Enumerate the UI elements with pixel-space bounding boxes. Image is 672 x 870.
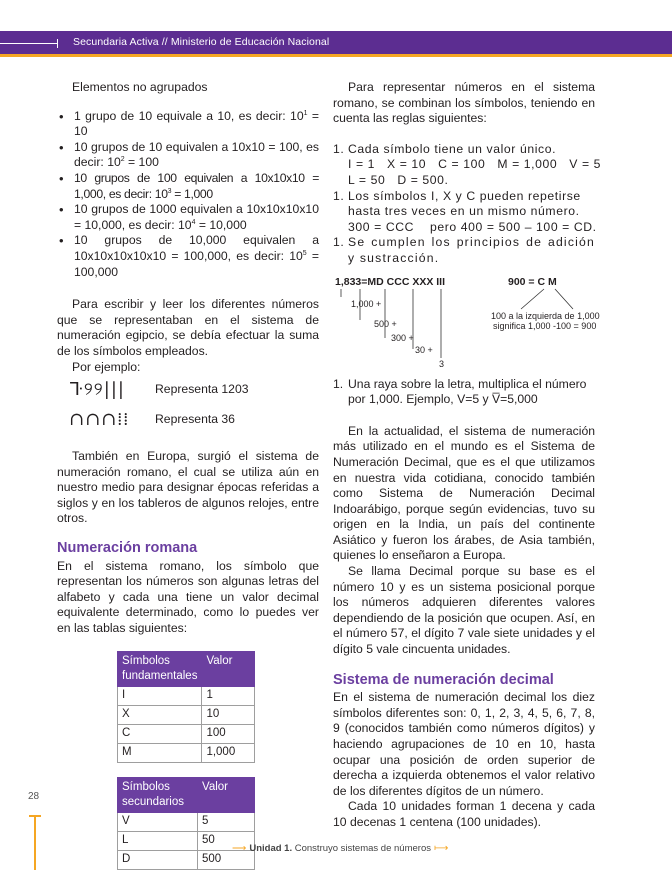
- table-row: C 100: [118, 724, 255, 743]
- header-tick: [57, 39, 58, 48]
- section-title-roman: Numeración romana: [57, 540, 198, 557]
- list-item: 1. Los símbolos I, X y C pueden repetirse hasta tres veces en un mismo número. 300 = CCC pero 400 = 500 – 100 = CD.: [333, 189, 595, 236]
- unit-label: Unidad 1.: [249, 843, 293, 854]
- table-row: L 50: [118, 831, 255, 850]
- secondary-symbols-table: [117, 777, 255, 870]
- header-rule: [0, 43, 58, 44]
- header-title: Secundaria Activa // Ministerio de Educación Nacional: [73, 36, 330, 48]
- example-row-36: [57, 405, 319, 435]
- egyptian-paragraph: Para escribir y leer los diferentes números que se representaban en el sistema de numeración egipcio, se debía efectuar la suma de los símbolos empleados.: [57, 297, 319, 358]
- list-item: • 10 grupos de 1000 equivalen a 10x10x10x10 = 10,000, es decir: $10^4 = 10,000$: [57, 202, 319, 233]
- header-accent-stripe: [0, 54, 672, 57]
- table-row: M 1,000: [118, 743, 255, 762]
- example-label: Por ejemplo:: [72, 359, 141, 374]
- rules-list-continued: [333, 377, 595, 408]
- list-item: 1. Cada símbolo tiene un valor único. I = 1 X = 10 C = 100 M = 1,000 V = 5 L = 50 D = 500.: [333, 142, 595, 189]
- egyptian-symbols-1203: ᒭ୨୨|||: [69, 379, 125, 401]
- decimal-paragraph-4: Cada 10 unidades forman 1 decena y cada 10 decenas 1 centena (100 unidades).: [333, 799, 595, 829]
- arrow-right-icon: ⟼: [433, 843, 449, 854]
- rules-intro: Para representar números en el sistema romano, se combinan los símbolos, teniendo en cuenta las reglas siguientes:: [333, 80, 595, 126]
- grouping-list: [57, 109, 319, 281]
- list-item: • 1 grupo de 10 equivale a 10, es decir: $10^1 = 10$: [57, 109, 319, 140]
- roman-intro: En el sistema romano, los símbolo que representan los números son algunas letras del alfabeto y cada una tiene un valor decimal equivalente determinado, como lo puedes ver en las tablas siguientes:: [57, 558, 319, 636]
- table-row: I 1: [118, 686, 255, 705]
- decimal-paragraph: En la actualidad, el sistema de numeración más utilizado en el mundo es el Sistema de Numeración Decimal, que es el que utilizamos en nuestra vida cotidiana, conocido también como Sistema de Numeración Decimal Indoarábigo, porque según evidencias, tuvo su origen en la India, un país del continente Asiático y fueron los árabes, de Asia también, quienes lo enseñaron a Europa.: [333, 423, 595, 563]
- diagram-part: 500 +: [374, 318, 397, 329]
- decimal-paragraph-3: En el sistema de numeración decimal los diez símbolos diferentes son: 0, 1, 2, 3, 4, 5, 6, 7, 8, 9 (conocidos también como números dígitos) y haciendo agrupaciones de 10 en 10, hasta ocupar una posición de orden superior de derecha a izquierda obtenemos el valor relativo de los diferentes dígitos de un número.: [333, 690, 595, 798]
- diagram-part: 30 +: [415, 344, 433, 355]
- footer-rule-vertical: [34, 815, 36, 870]
- diagram-note: 100 a la izquierda de 1,000: [491, 310, 600, 321]
- table-header: Valor: [202, 651, 255, 686]
- fundamental-symbols-table: [117, 651, 255, 763]
- list-item: • 10 grupos de 100 equivalen a 10x10x10 = 1,000, es decir: $10^3 = 1,000$: [57, 171, 319, 202]
- diagram-part: 3: [439, 358, 445, 369]
- rules-list: [333, 141, 602, 267]
- left-column: [57, 80, 319, 870]
- list-item: • 10 grupos de 10,000 equivalen a 10x10x10x10x10 = 100,000, es decir: $10^5 = 100,000$: [57, 233, 319, 280]
- example-text: Representa 1203: [155, 382, 249, 397]
- table-row: D 500: [118, 850, 255, 869]
- footer-rule-horizontal: [29, 815, 41, 817]
- arrow-right-icon: ⟶: [232, 843, 247, 854]
- europe-paragraph: También en Europa, surgió el sistema de numeración romano, el cual se utiliza aún en nuestro medio para designar épocas referidas a siglos y en los tableros de algunos relojes, entre otros.: [57, 449, 319, 526]
- section-title-decimal: Sistema de numeración decimal: [333, 671, 554, 688]
- diagram-part: 1,000 +: [351, 298, 382, 309]
- footer-unit: [229, 843, 451, 854]
- diagram-left-expression: 1,833=MD CCC XXX III: [335, 275, 445, 288]
- list-item: 1. Una raya sobre la letra, multiplica el número por 1,000. Ejemplo, V=5 y V̅=5,000: [333, 377, 595, 408]
- example-row-1203: [57, 375, 319, 405]
- table-header: Valor: [198, 777, 255, 812]
- example-text: Representa 36: [155, 412, 235, 427]
- unit-title: Construyo sistemas de números: [294, 843, 431, 854]
- table-header: Símbolos fundamentales: [118, 651, 202, 686]
- roman-addition-diagram: [333, 275, 600, 373]
- diagram-part: 300 +: [391, 332, 414, 343]
- table-header: Símbolos secundarios: [118, 777, 198, 812]
- right-column: [333, 80, 602, 831]
- list-item: 1. Se cumplen los principios de adición y sustracción.: [333, 235, 595, 266]
- table-row: V 5: [118, 812, 255, 831]
- table-row: X 10: [118, 705, 255, 724]
- decimal-paragraph-2: Se llama Decimal porque su base es el número 10 y es un sistema posicional porque los números adquieren diferentes valores dependiendo de la posición que ocupen. Así, en el número 57, el dígito 7 vale siete unidades y el dígito 5 vale cincuenta unidades.: [333, 564, 595, 657]
- egyptian-symbols-36: ∩∩∩⁞⁞: [69, 409, 130, 431]
- list-item: • 10 grupos de 10 equivalen a 10x10 = 100, es decir: $10^2 = 100$: [57, 140, 319, 171]
- grouped-heading: Elementos no agrupados: [72, 80, 208, 94]
- diagram-right-expression: 900 = C M: [508, 275, 557, 288]
- page-number: 28: [28, 791, 40, 802]
- diagram-note: significa 1,000 -100 = 900: [493, 320, 597, 331]
